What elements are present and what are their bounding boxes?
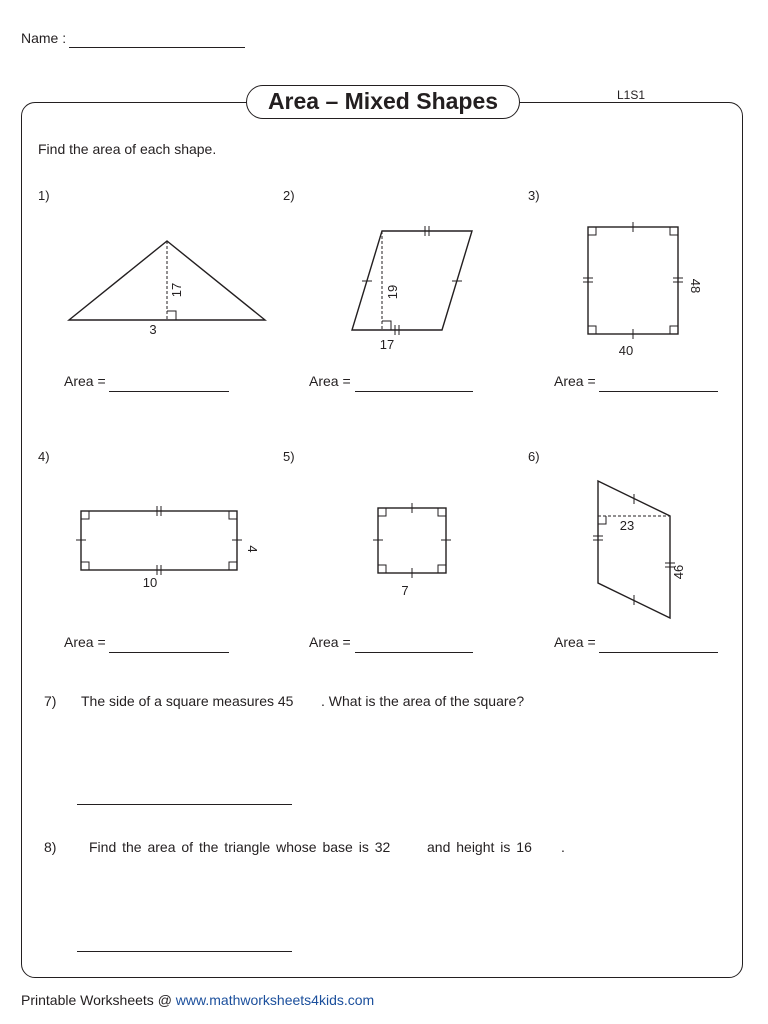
area-answer-line[interactable]: [599, 391, 718, 392]
area-answer-line[interactable]: [355, 652, 473, 653]
name-label: Name :: [21, 30, 67, 46]
area-answer-line[interactable]: [109, 652, 229, 653]
word-problem-text: and height is 16: [427, 839, 532, 855]
rectangle-3-height-label: 48: [688, 278, 703, 294]
footer-link[interactable]: www.mathworksheets4kids.com: [175, 992, 375, 1008]
parallelogram-6-height-label: 23: [619, 518, 635, 533]
area-answer-line[interactable]: [109, 391, 229, 392]
instructions: Find the area of each shape.: [38, 141, 217, 157]
area-label: Area =: [554, 373, 596, 389]
area-answer-line[interactable]: [599, 652, 718, 653]
triangle-base-label: 3: [149, 322, 157, 337]
problem-number: 1): [38, 188, 50, 203]
problem-number: 6): [528, 449, 540, 464]
footer-prefix: Printable Worksheets @: [21, 992, 172, 1008]
worksheet-title: Area – Mixed Shapes: [246, 85, 520, 119]
problem-number: 5): [283, 449, 295, 464]
parallelogram-base-label: 17: [379, 337, 395, 352]
word-problem-number: 8): [44, 839, 57, 855]
word-answer-line[interactable]: [77, 804, 292, 805]
word-problem-text: .: [561, 839, 565, 855]
problem-number: 3): [528, 188, 540, 203]
triangle-height-label: 17: [169, 282, 184, 298]
word-problem-text: . What is the area of the square?: [321, 693, 525, 709]
area-label: Area =: [554, 634, 596, 650]
parallelogram-height-label: 19: [385, 284, 400, 300]
word-answer-line[interactable]: [77, 951, 292, 952]
area-label: Area =: [309, 634, 351, 650]
worksheet-code: L1S1: [617, 88, 646, 102]
problem-number: 4): [38, 449, 50, 464]
word-problem-text: Find the area of the triangle whose base is 32: [89, 839, 391, 855]
area-label: Area =: [309, 373, 351, 389]
area-label: Area =: [64, 634, 106, 650]
rectangle-4-base-label: 10: [142, 575, 158, 590]
rectangle-3-base-label: 40: [618, 343, 634, 358]
square-side-label: 7: [401, 583, 409, 598]
problem-number: 2): [283, 188, 295, 203]
word-problem-number: 7): [44, 693, 57, 709]
rectangle-4-height-label: 4: [245, 545, 260, 553]
word-problem-text: The side of a square measures 45: [81, 693, 294, 709]
area-label: Area =: [64, 373, 106, 389]
parallelogram-6-base-label: 46: [671, 564, 686, 580]
area-answer-line[interactable]: [355, 391, 473, 392]
footer: [21, 992, 374, 1008]
